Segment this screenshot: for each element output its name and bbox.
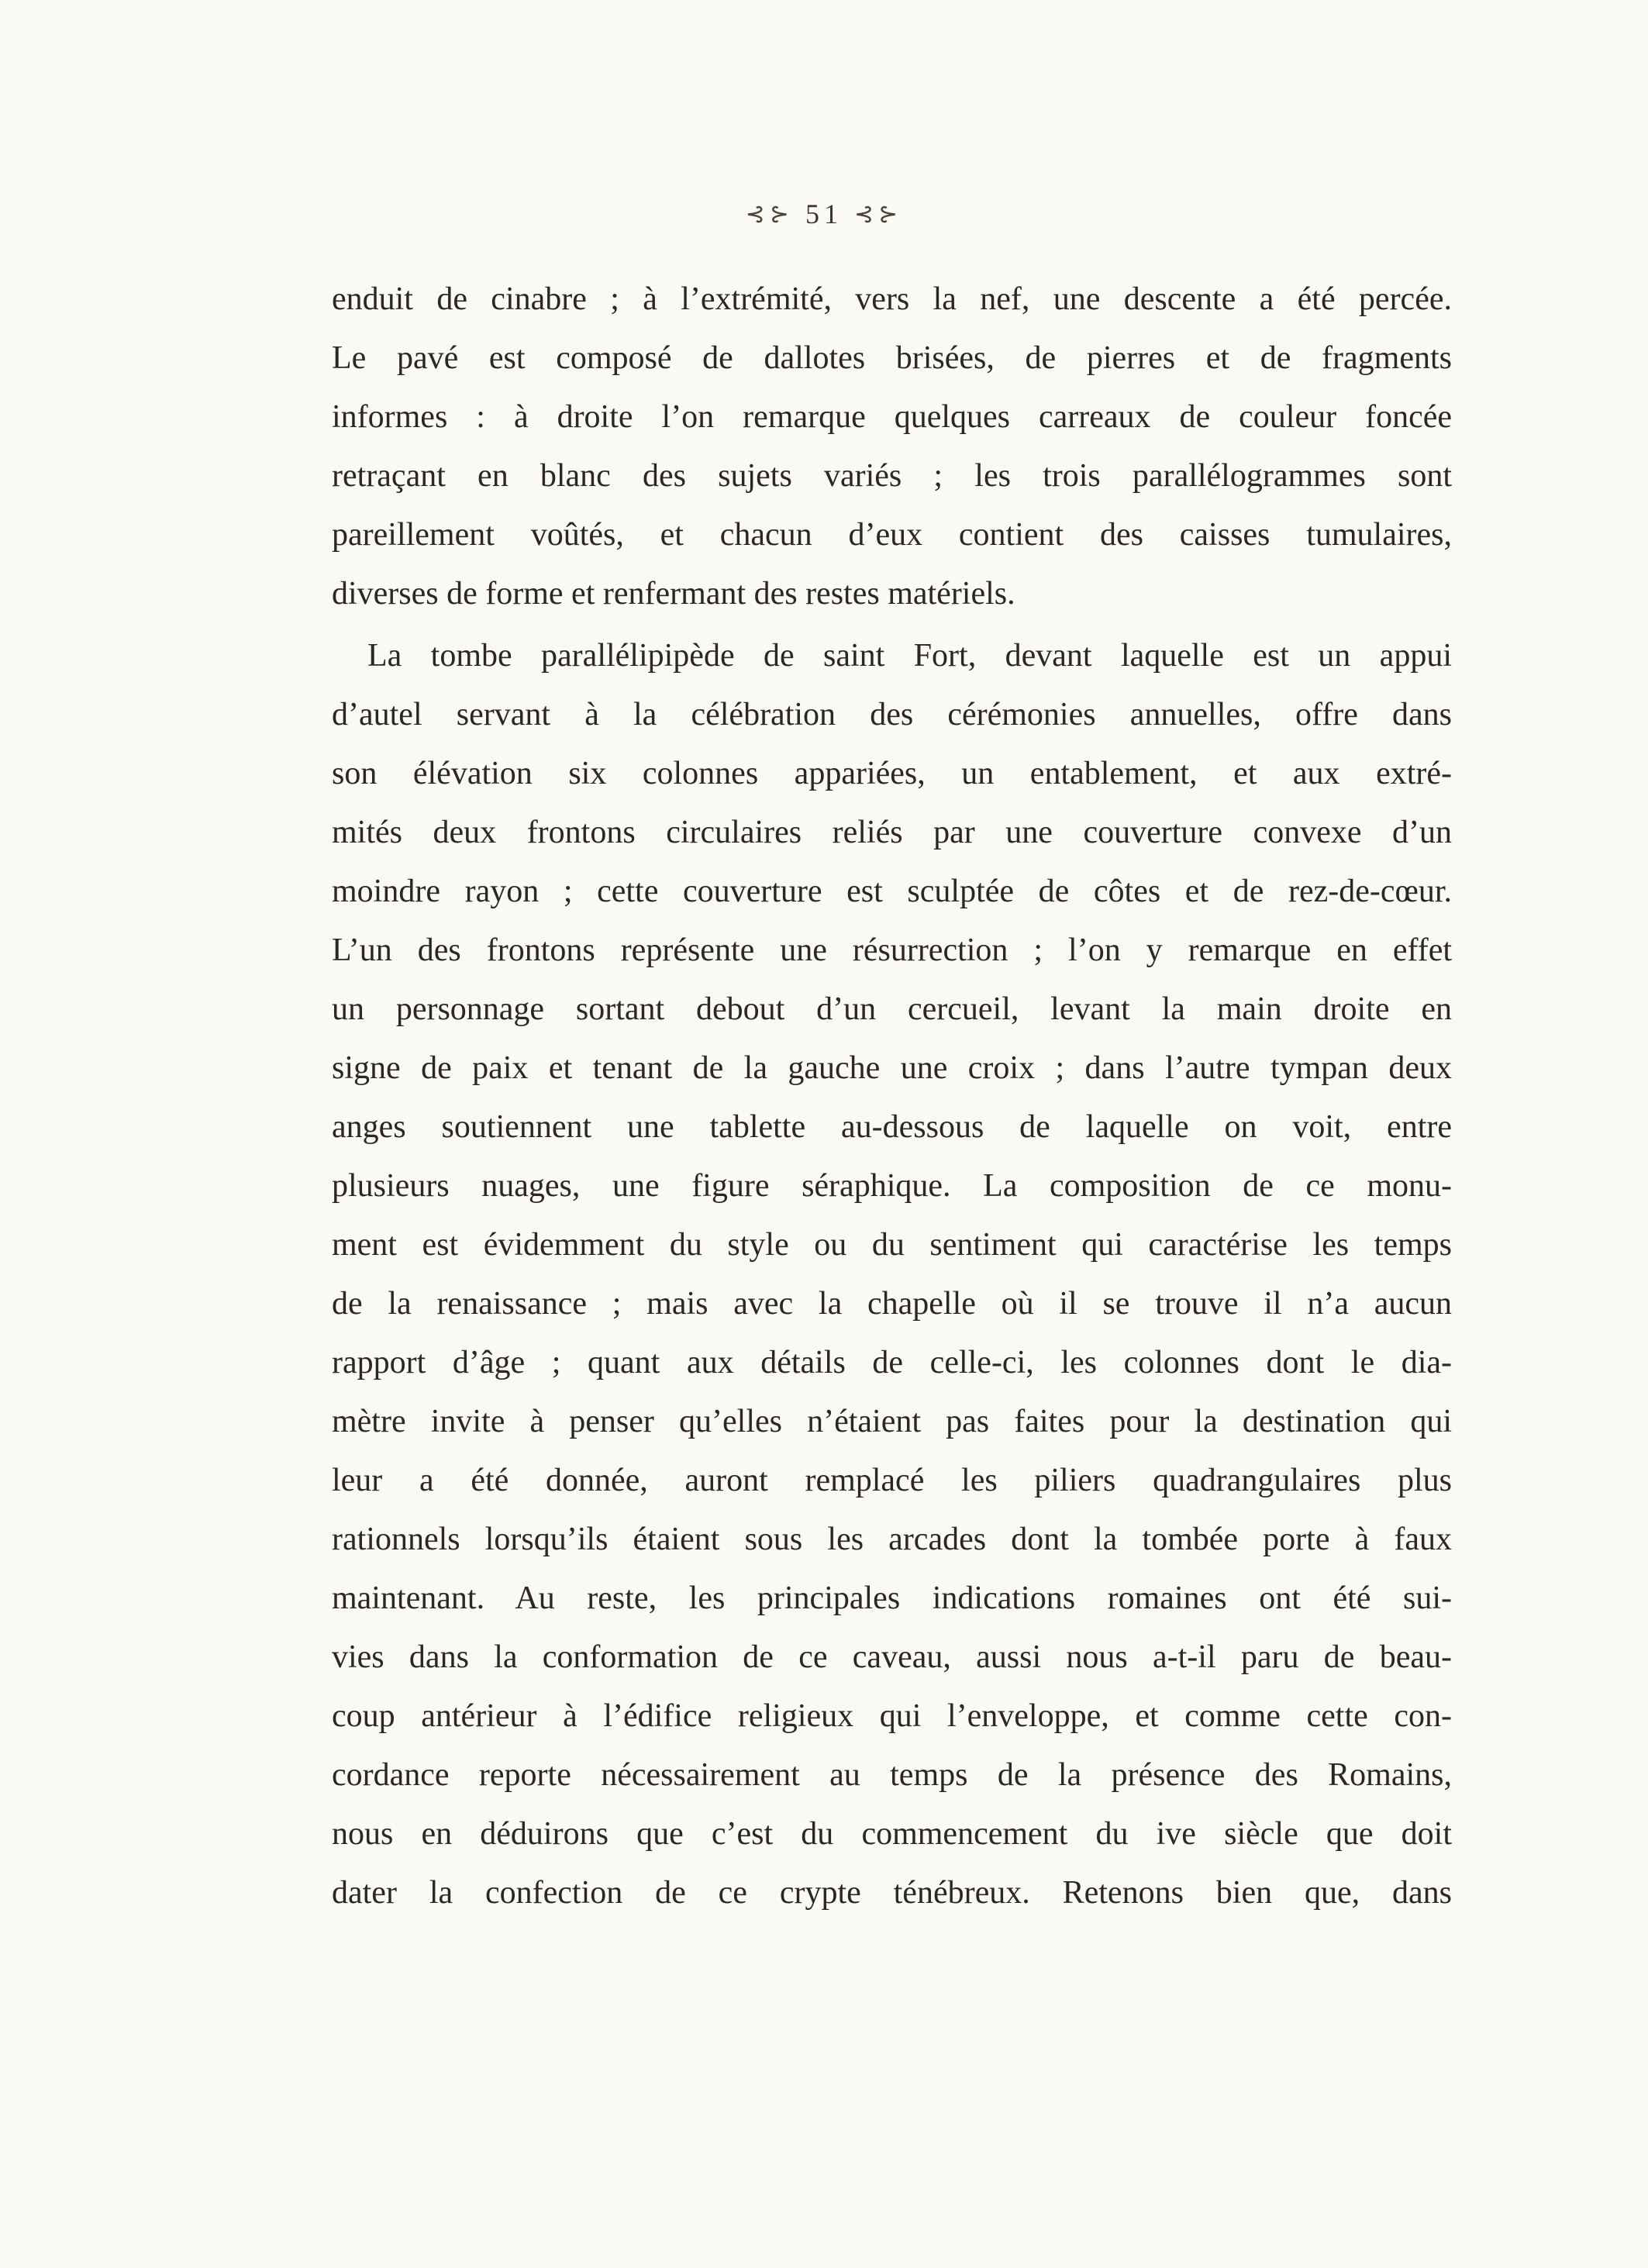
text-line: de la renaissance ; mais avec la chapelle où il se trouve il n’a aucun: [332, 1286, 1452, 1322]
text-line: Le pavé est composé de dallotes brisées, de pierres et de fragments: [332, 340, 1452, 376]
ornament-right-icon: ⊰⊱: [854, 202, 903, 227]
text-line: dater la confection de ce crypte ténébreux. Retenons bien que, dans: [332, 1875, 1452, 1911]
text-line: signe de paix et tenant de la gauche une croix ; dans l’autre tympan deux: [332, 1050, 1452, 1086]
page-number: 51: [805, 198, 843, 229]
text-line: retraçant en blanc des sujets variés ; les trois parallélogrammes sont: [332, 458, 1452, 494]
text-line: anges soutiennent une tablette au-dessous de laquelle on voit, entre: [332, 1109, 1452, 1145]
text-line: plusieurs nuages, une figure séraphique. La composition de ce monu-: [332, 1168, 1452, 1204]
text-line: cordance reporte nécessairement au temps de la présence des Romains,: [332, 1757, 1452, 1793]
text-line: coup antérieur à l’édifice religieux qui l’enveloppe, et comme cette con-: [332, 1698, 1452, 1734]
text-line: son élévation six colonnes appariées, un entablement, et aux extré-: [332, 756, 1452, 791]
text-line: d’autel servant à la célébration des cérémonies annuelles, offre dans: [332, 697, 1452, 732]
text-line: mités deux frontons circulaires reliés par une couverture convexe d’un: [332, 815, 1452, 850]
text-line: enduit de cinabre ; à l’extrémité, vers la nef, une descente a été percée.: [332, 281, 1452, 317]
text-line: moindre rayon ; cette couverture est sculptée de côtes et de rez-de-cœur.: [332, 874, 1452, 909]
paragraph-1: [332, 270, 1452, 623]
text-line: mètre invite à penser qu’elles n’étaient pas faites pour la destination qui: [332, 1404, 1452, 1439]
ornament-left-icon: ⊰⊱: [745, 202, 794, 227]
paragraph-2: [332, 626, 1452, 1922]
text-line: un personnage sortant debout d’un cercueil, levant la main droite en: [332, 991, 1452, 1027]
text-line: informes : à droite l’on remarque quelques carreaux de couleur foncée: [332, 399, 1452, 435]
body-text: [332, 270, 1452, 1922]
text-line: leur a été donnée, auront remplacé les piliers quadrangulaires plus: [332, 1463, 1452, 1498]
text-line: nous en déduirons que c’est du commencement du ive siècle que doit: [332, 1816, 1452, 1852]
text-line: rationnels lorsqu’ils étaient sous les arcades dont la tombée porte à faux: [332, 1522, 1452, 1557]
text-line: ment est évidemment du style ou du sentiment qui caractérise les temps: [332, 1227, 1452, 1263]
text-line: La tombe parallélipipède de saint Fort, devant laquelle est un appui: [367, 638, 1452, 674]
text-line: vies dans la conformation de ce caveau, aussi nous a-t-il paru de beau-: [332, 1639, 1452, 1675]
text-line: diverses de forme et renfermant des restes matériels.: [332, 576, 1015, 612]
text-line: rapport d’âge ; quant aux détails de celle-ci, les colonnes dont le dia-: [332, 1345, 1452, 1380]
text-line: maintenant. Au reste, les principales indications romaines ont été sui-: [332, 1580, 1452, 1616]
text-line: L’un des frontons représente une résurrection ; l’on y remarque en effet: [332, 932, 1452, 968]
text-line: pareillement voûtés, et chacun d’eux contient des caisses tumulaires,: [332, 517, 1452, 553]
page-header: [0, 198, 1648, 230]
